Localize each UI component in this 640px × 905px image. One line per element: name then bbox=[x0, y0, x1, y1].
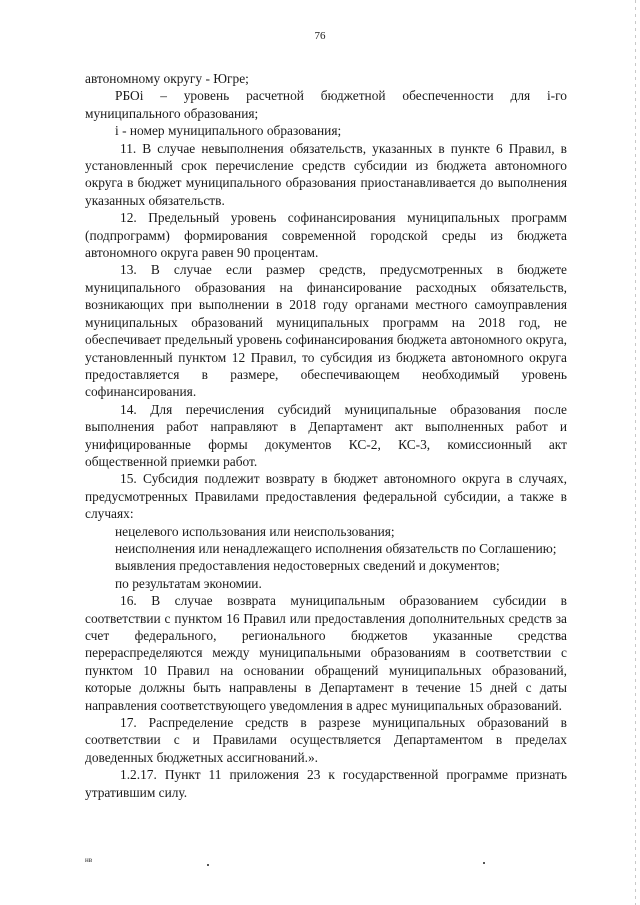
scan-edge bbox=[635, 0, 636, 905]
page-number: 76 bbox=[314, 30, 326, 42]
paragraph: выявления предоставления недостоверных сведений и документов; bbox=[115, 558, 500, 574]
paragraph: 11. В случае невыполнения обязательств, указанных в пункте 6 Правил, в установленный срок перечисление средств субсидии из бюджета автономного округа в бюджет муниципального образования приостанавливается до выполнения указанных обязательств. bbox=[85, 140, 567, 208]
paragraph: 13. В случае если размер средств, предусмотренных в бюджете муниципального образования на финансирование расходных обязательств, возникающих при выполнении в 2018 году органами местного самоуправления муниципальных образований муниципальных программ на 2018 год, не обеспечивает предельный уровень софинансирования бюджета автономного округа, установленный пунктом 12 Правил, то субсидия из бюджета автономного округа предоставляется в размере, обеспечивающем необходимый уровень софинансирования. bbox=[85, 262, 567, 400]
paragraph: нецелевого использования или неиспользования; bbox=[115, 523, 395, 539]
paragraph: неисполнения или ненадлежащего исполнения обязательств по Соглашению; bbox=[115, 540, 557, 556]
paragraph: 16. В случае возврата муниципальным образованием субсидии в соответствии с пунктом 16 Правил или предоставления дополнительных средств за счет федерального, регионального бюджетов указанные средства перераспределяются между муниципальными образованиям в соответствии с пунктом 10 Правил на основании обращений муниципальных образований, которые должны быть направлены в Департамент в течение 15 дней с даты направления соответствующего уведомления в адрес муниципальных образований. bbox=[85, 593, 567, 713]
paragraph: РБОi – уровень расчетной бюджетной обеспеченности для i-го муниципального образования; bbox=[85, 88, 567, 121]
scan-dot bbox=[207, 864, 209, 866]
paragraph: 15. Субсидия подлежит возврату в бюджет автономного округа в случаях, предусмотренных Правилами предоставления федеральной субсидии, а также в случаях: bbox=[85, 471, 567, 522]
paragraph: 14. Для перечисления субсидий муниципальные образования после выполнения работ направляют в Департамент акт выполненных работ и унифицированные формы документов КС-2, КС-3, комиссионный акт общественной приемки работ. bbox=[85, 401, 567, 469]
paragraph: 12. Предельный уровень софинансирования муниципальных программ (подпрограмм) формирования современной городской среды из бюджета автономного округа равен 90 процентам. bbox=[85, 210, 567, 261]
paragraph: автономному округу - Югре; bbox=[85, 71, 249, 86]
footer-code: нв bbox=[85, 856, 93, 864]
paragraph: 1.2.17. Пункт 11 приложения 23 к государственной программе признать утратившим силу. bbox=[85, 767, 567, 800]
scan-dot bbox=[483, 862, 485, 864]
paragraph: 17. Распределение средств в разрезе муниципальных образований в соответствии с и Правилами осуществляется Департаментом в пределах доведенных бюджетных ассигнований.». bbox=[85, 715, 567, 765]
paragraph: i - номер муниципального образования; bbox=[115, 123, 342, 139]
paragraph: по результатам экономии. bbox=[115, 575, 262, 591]
document-body bbox=[85, 70, 567, 801]
